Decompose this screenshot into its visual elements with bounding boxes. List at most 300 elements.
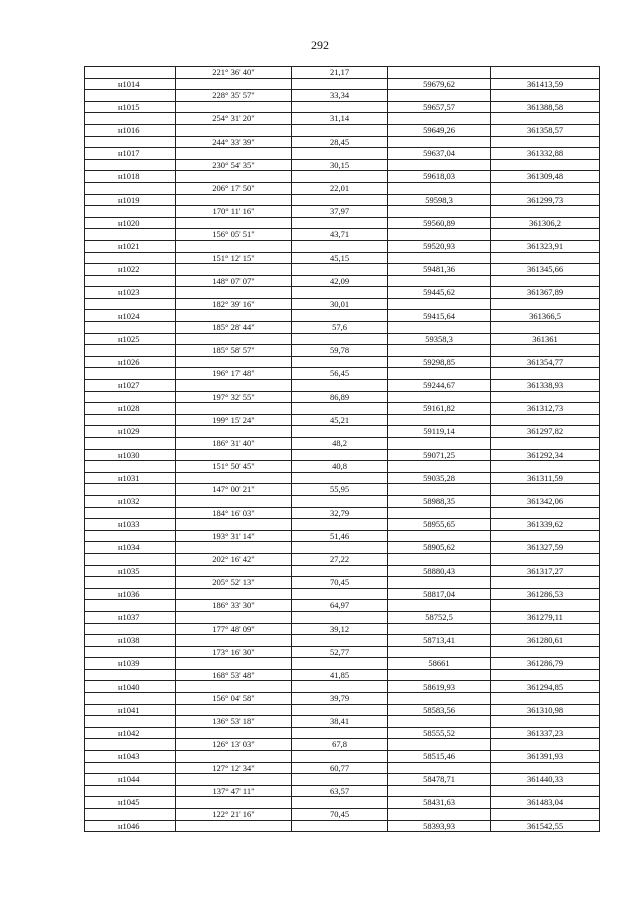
y-coordinate-cell: 361338,93 bbox=[491, 380, 600, 392]
x-coordinate-cell bbox=[388, 229, 491, 241]
x-coordinate-cell: 58555,52 bbox=[388, 727, 491, 739]
y-coordinate-cell: 361440,33 bbox=[491, 774, 600, 786]
point-name-cell: н1030 bbox=[85, 449, 176, 461]
distance-cell bbox=[292, 240, 388, 252]
distance-cell bbox=[292, 403, 388, 415]
distance-cell bbox=[292, 78, 388, 90]
distance-cell bbox=[292, 217, 388, 229]
distance-cell: 48,2 bbox=[292, 438, 388, 450]
y-coordinate-cell: 361280,61 bbox=[491, 635, 600, 647]
y-coordinate-cell: 361323,91 bbox=[491, 240, 600, 252]
distance-cell: 41,85 bbox=[292, 669, 388, 681]
point-row bbox=[85, 101, 600, 113]
distance-cell bbox=[292, 727, 388, 739]
x-coordinate-cell: 59071,25 bbox=[388, 449, 491, 461]
point-row bbox=[85, 449, 600, 461]
point-row bbox=[85, 565, 600, 577]
point-name-cell: н1038 bbox=[85, 635, 176, 647]
segment-row bbox=[85, 716, 600, 728]
point-name-cell: н1045 bbox=[85, 797, 176, 809]
direction-angle-cell: 185° 58' 57" bbox=[176, 345, 292, 357]
segment-row bbox=[85, 438, 600, 450]
point-name-cell bbox=[85, 577, 176, 589]
segment-row bbox=[85, 507, 600, 519]
direction-angle-cell bbox=[176, 495, 292, 507]
direction-angle-cell: 168° 53' 48" bbox=[176, 669, 292, 681]
point-name-cell: н1042 bbox=[85, 727, 176, 739]
distance-cell bbox=[292, 611, 388, 623]
distance-cell: 45,21 bbox=[292, 414, 388, 426]
distance-cell bbox=[292, 588, 388, 600]
distance-cell: 59,78 bbox=[292, 345, 388, 357]
y-coordinate-cell bbox=[491, 785, 600, 797]
y-coordinate-cell bbox=[491, 739, 600, 751]
direction-angle-cell bbox=[176, 635, 292, 647]
distance-cell: 43,71 bbox=[292, 229, 388, 241]
point-name-cell bbox=[85, 809, 176, 821]
direction-angle-cell bbox=[176, 519, 292, 531]
x-coordinate-cell bbox=[388, 182, 491, 194]
y-coordinate-cell bbox=[491, 669, 600, 681]
y-coordinate-cell: 361361 bbox=[491, 333, 600, 345]
point-name-cell: н1026 bbox=[85, 356, 176, 368]
direction-angle-cell bbox=[176, 797, 292, 809]
direction-angle-cell: 151° 50' 45" bbox=[176, 461, 292, 473]
y-coordinate-cell bbox=[491, 90, 600, 102]
direction-angle-cell bbox=[176, 611, 292, 623]
distance-cell: 51,46 bbox=[292, 530, 388, 542]
x-coordinate-cell bbox=[388, 275, 491, 287]
distance-cell bbox=[292, 774, 388, 786]
segment-row bbox=[85, 206, 600, 218]
segment-row bbox=[85, 577, 600, 589]
x-coordinate-cell bbox=[388, 461, 491, 473]
segment-row bbox=[85, 646, 600, 658]
point-row bbox=[85, 356, 600, 368]
x-coordinate-cell: 58431,63 bbox=[388, 797, 491, 809]
x-coordinate-cell bbox=[388, 577, 491, 589]
segment-row bbox=[85, 553, 600, 565]
y-coordinate-cell bbox=[491, 298, 600, 310]
point-name-cell bbox=[85, 716, 176, 728]
y-coordinate-cell: 361299,73 bbox=[491, 194, 600, 206]
point-name-cell: н1043 bbox=[85, 751, 176, 763]
point-row bbox=[85, 403, 600, 415]
direction-angle-cell bbox=[176, 101, 292, 113]
distance-cell: 22,01 bbox=[292, 182, 388, 194]
y-coordinate-cell bbox=[491, 182, 600, 194]
y-coordinate-cell: 361388,58 bbox=[491, 101, 600, 113]
direction-angle-cell bbox=[176, 542, 292, 554]
point-name-cell: н1020 bbox=[85, 217, 176, 229]
y-coordinate-cell bbox=[491, 113, 600, 125]
point-name-cell: н1034 bbox=[85, 542, 176, 554]
direction-angle-cell bbox=[176, 333, 292, 345]
y-coordinate-cell bbox=[491, 693, 600, 705]
direction-angle-cell bbox=[176, 426, 292, 438]
distance-cell: 39,79 bbox=[292, 693, 388, 705]
point-name-cell bbox=[85, 693, 176, 705]
direction-angle-cell: 148° 07' 07" bbox=[176, 275, 292, 287]
x-coordinate-cell bbox=[388, 507, 491, 519]
segment-row bbox=[85, 90, 600, 102]
point-name-cell: н1037 bbox=[85, 611, 176, 623]
x-coordinate-cell bbox=[388, 669, 491, 681]
point-name-cell: н1040 bbox=[85, 681, 176, 693]
distance-cell: 27,22 bbox=[292, 553, 388, 565]
segment-row bbox=[85, 136, 600, 148]
point-name-cell bbox=[85, 182, 176, 194]
x-coordinate-cell bbox=[388, 391, 491, 403]
direction-angle-cell: 196° 17' 48" bbox=[176, 368, 292, 380]
distance-cell bbox=[292, 820, 388, 832]
y-coordinate-cell bbox=[491, 414, 600, 426]
point-name-cell bbox=[85, 322, 176, 334]
direction-angle-cell: 185° 28' 44" bbox=[176, 322, 292, 334]
point-name-cell: н1027 bbox=[85, 380, 176, 392]
x-coordinate-cell: 59618,03 bbox=[388, 171, 491, 183]
distance-cell: 70,45 bbox=[292, 577, 388, 589]
point-name-cell bbox=[85, 252, 176, 264]
segment-row bbox=[85, 693, 600, 705]
point-name-cell: н1015 bbox=[85, 101, 176, 113]
distance-cell bbox=[292, 287, 388, 299]
segment-row bbox=[85, 298, 600, 310]
x-coordinate-cell: 58988,35 bbox=[388, 495, 491, 507]
direction-angle-cell bbox=[176, 380, 292, 392]
distance-cell bbox=[292, 472, 388, 484]
y-coordinate-cell bbox=[491, 530, 600, 542]
point-row bbox=[85, 774, 600, 786]
point-name-cell: н1025 bbox=[85, 333, 176, 345]
point-row bbox=[85, 542, 600, 554]
segment-row bbox=[85, 159, 600, 171]
segment-row bbox=[85, 600, 600, 612]
distance-cell: 86,89 bbox=[292, 391, 388, 403]
direction-angle-cell: 228° 35' 57" bbox=[176, 90, 292, 102]
y-coordinate-cell bbox=[491, 461, 600, 473]
point-name-cell: н1039 bbox=[85, 658, 176, 670]
point-row bbox=[85, 124, 600, 136]
x-coordinate-cell: 59358,3 bbox=[388, 333, 491, 345]
direction-angle-cell: 156° 04' 58" bbox=[176, 693, 292, 705]
point-name-cell bbox=[85, 438, 176, 450]
x-coordinate-cell: 59637,04 bbox=[388, 148, 491, 160]
distance-cell bbox=[292, 264, 388, 276]
direction-angle-cell: 199° 15' 24" bbox=[176, 414, 292, 426]
y-coordinate-cell bbox=[491, 229, 600, 241]
distance-cell: 57,6 bbox=[292, 322, 388, 334]
direction-angle-cell bbox=[176, 310, 292, 322]
point-name-cell: н1019 bbox=[85, 194, 176, 206]
direction-angle-cell bbox=[176, 403, 292, 415]
point-row bbox=[85, 171, 600, 183]
point-name-cell bbox=[85, 739, 176, 751]
y-coordinate-cell bbox=[491, 275, 600, 287]
distance-cell bbox=[292, 495, 388, 507]
direction-angle-cell bbox=[176, 820, 292, 832]
x-coordinate-cell: 59657,57 bbox=[388, 101, 491, 113]
distance-cell: 70,45 bbox=[292, 809, 388, 821]
point-name-cell bbox=[85, 136, 176, 148]
x-coordinate-cell: 59598,3 bbox=[388, 194, 491, 206]
point-row bbox=[85, 797, 600, 809]
segment-row bbox=[85, 623, 600, 635]
segment-row bbox=[85, 113, 600, 125]
y-coordinate-cell bbox=[491, 438, 600, 450]
y-coordinate-cell bbox=[491, 809, 600, 821]
point-row bbox=[85, 240, 600, 252]
x-coordinate-cell bbox=[388, 113, 491, 125]
y-coordinate-cell: 361345,66 bbox=[491, 264, 600, 276]
point-row bbox=[85, 681, 600, 693]
distance-cell: 52,77 bbox=[292, 646, 388, 658]
y-coordinate-cell: 361354,77 bbox=[491, 356, 600, 368]
point-name-cell bbox=[85, 298, 176, 310]
segment-row bbox=[85, 785, 600, 797]
direction-angle-cell bbox=[176, 449, 292, 461]
x-coordinate-cell: 59560,89 bbox=[388, 217, 491, 229]
direction-angle-cell: 137° 47' 11" bbox=[176, 785, 292, 797]
point-name-cell: н1032 bbox=[85, 495, 176, 507]
point-name-cell: н1017 bbox=[85, 148, 176, 160]
x-coordinate-cell bbox=[388, 298, 491, 310]
distance-cell: 33,34 bbox=[292, 90, 388, 102]
x-coordinate-cell bbox=[388, 206, 491, 218]
direction-angle-cell bbox=[176, 240, 292, 252]
page-number: 292 bbox=[311, 38, 329, 52]
direction-angle-cell bbox=[176, 658, 292, 670]
point-name-cell: н1033 bbox=[85, 519, 176, 531]
x-coordinate-cell: 59119,14 bbox=[388, 426, 491, 438]
segment-row bbox=[85, 484, 600, 496]
y-coordinate-cell: 361483,04 bbox=[491, 797, 600, 809]
distance-cell bbox=[292, 704, 388, 716]
direction-angle-cell bbox=[176, 565, 292, 577]
x-coordinate-cell: 58393,93 bbox=[388, 820, 491, 832]
distance-cell bbox=[292, 519, 388, 531]
direction-angle-cell: 182° 39' 16" bbox=[176, 298, 292, 310]
x-coordinate-cell bbox=[388, 785, 491, 797]
segment-row bbox=[85, 368, 600, 380]
y-coordinate-cell: 361337,23 bbox=[491, 727, 600, 739]
y-coordinate-cell: 361342,06 bbox=[491, 495, 600, 507]
segment-row bbox=[85, 391, 600, 403]
x-coordinate-cell: 59244,67 bbox=[388, 380, 491, 392]
y-coordinate-cell: 361317,27 bbox=[491, 565, 600, 577]
point-name-cell bbox=[85, 206, 176, 218]
x-coordinate-cell bbox=[388, 484, 491, 496]
direction-angle-cell bbox=[176, 78, 292, 90]
point-name-cell bbox=[85, 159, 176, 171]
x-coordinate-cell: 58619,93 bbox=[388, 681, 491, 693]
x-coordinate-cell bbox=[388, 716, 491, 728]
segment-row bbox=[85, 414, 600, 426]
point-name-cell bbox=[85, 275, 176, 287]
point-name-cell: н1031 bbox=[85, 472, 176, 484]
point-row bbox=[85, 264, 600, 276]
point-row bbox=[85, 78, 600, 90]
y-coordinate-cell: 361311,59 bbox=[491, 472, 600, 484]
point-name-cell bbox=[85, 414, 176, 426]
point-name-cell: н1014 bbox=[85, 78, 176, 90]
x-coordinate-cell: 59161,82 bbox=[388, 403, 491, 415]
direction-angle-cell bbox=[176, 472, 292, 484]
x-coordinate-cell bbox=[388, 739, 491, 751]
segment-row bbox=[85, 461, 600, 473]
distance-cell: 45,15 bbox=[292, 252, 388, 264]
distance-cell: 39,12 bbox=[292, 623, 388, 635]
point-name-cell bbox=[85, 530, 176, 542]
y-coordinate-cell bbox=[491, 623, 600, 635]
point-name-cell bbox=[85, 785, 176, 797]
distance-cell bbox=[292, 542, 388, 554]
y-coordinate-cell: 361413,59 bbox=[491, 78, 600, 90]
segment-row bbox=[85, 739, 600, 751]
y-coordinate-cell: 361297,82 bbox=[491, 426, 600, 438]
distance-cell bbox=[292, 426, 388, 438]
segment-row bbox=[85, 252, 600, 264]
direction-angle-cell: 156° 05' 51" bbox=[176, 229, 292, 241]
y-coordinate-cell: 361294,85 bbox=[491, 681, 600, 693]
direction-angle-cell bbox=[176, 751, 292, 763]
point-name-cell bbox=[85, 484, 176, 496]
point-name-cell: н1018 bbox=[85, 171, 176, 183]
x-coordinate-cell bbox=[388, 322, 491, 334]
distance-cell bbox=[292, 101, 388, 113]
point-name-cell: н1016 bbox=[85, 124, 176, 136]
distance-cell: 63,57 bbox=[292, 785, 388, 797]
y-coordinate-cell: 361391,93 bbox=[491, 751, 600, 763]
point-name-cell: н1041 bbox=[85, 704, 176, 716]
y-coordinate-cell bbox=[491, 345, 600, 357]
point-row bbox=[85, 727, 600, 739]
distance-cell: 38,41 bbox=[292, 716, 388, 728]
point-row bbox=[85, 658, 600, 670]
direction-angle-cell bbox=[176, 148, 292, 160]
x-coordinate-cell: 58817,04 bbox=[388, 588, 491, 600]
coordinates-table bbox=[84, 66, 600, 832]
point-row bbox=[85, 751, 600, 763]
y-coordinate-cell bbox=[491, 136, 600, 148]
segment-row bbox=[85, 67, 600, 79]
point-name-cell: н1024 bbox=[85, 310, 176, 322]
y-coordinate-cell: 361358,57 bbox=[491, 124, 600, 136]
x-coordinate-cell bbox=[388, 252, 491, 264]
distance-cell: 28,45 bbox=[292, 136, 388, 148]
distance-cell: 56,45 bbox=[292, 368, 388, 380]
distance-cell bbox=[292, 333, 388, 345]
direction-angle-cell: 202° 16' 42" bbox=[176, 553, 292, 565]
point-name-cell: н1028 bbox=[85, 403, 176, 415]
direction-angle-cell: 193° 31' 14" bbox=[176, 530, 292, 542]
y-coordinate-cell bbox=[491, 484, 600, 496]
point-row bbox=[85, 611, 600, 623]
point-name-cell: н1046 bbox=[85, 820, 176, 832]
y-coordinate-cell bbox=[491, 600, 600, 612]
x-coordinate-cell: 59520,93 bbox=[388, 240, 491, 252]
point-row bbox=[85, 704, 600, 716]
direction-angle-cell: 244° 33' 39" bbox=[176, 136, 292, 148]
direction-angle-cell: 230° 54' 35" bbox=[176, 159, 292, 171]
point-row bbox=[85, 333, 600, 345]
x-coordinate-cell bbox=[388, 438, 491, 450]
x-coordinate-cell bbox=[388, 646, 491, 658]
y-coordinate-cell: 361366,5 bbox=[491, 310, 600, 322]
y-coordinate-cell: 361310,98 bbox=[491, 704, 600, 716]
direction-angle-cell bbox=[176, 704, 292, 716]
direction-angle-cell bbox=[176, 356, 292, 368]
distance-cell bbox=[292, 148, 388, 160]
y-coordinate-cell: 361367,89 bbox=[491, 287, 600, 299]
distance-cell bbox=[292, 380, 388, 392]
direction-angle-cell: 254° 31' 20" bbox=[176, 113, 292, 125]
point-row bbox=[85, 820, 600, 832]
point-name-cell: н1035 bbox=[85, 565, 176, 577]
y-coordinate-cell: 361332,88 bbox=[491, 148, 600, 160]
distance-cell: 37,97 bbox=[292, 206, 388, 218]
direction-angle-cell: 206° 17' 50" bbox=[176, 182, 292, 194]
point-row bbox=[85, 287, 600, 299]
distance-cell bbox=[292, 449, 388, 461]
x-coordinate-cell bbox=[388, 530, 491, 542]
segment-row bbox=[85, 229, 600, 241]
point-row bbox=[85, 426, 600, 438]
y-coordinate-cell bbox=[491, 322, 600, 334]
distance-cell bbox=[292, 681, 388, 693]
direction-angle-cell: 147° 00' 21" bbox=[176, 484, 292, 496]
segment-row bbox=[85, 345, 600, 357]
distance-cell bbox=[292, 124, 388, 136]
distance-cell bbox=[292, 751, 388, 763]
direction-angle-cell: 186° 33' 30" bbox=[176, 600, 292, 612]
segment-row bbox=[85, 669, 600, 681]
x-coordinate-cell: 58752,5 bbox=[388, 611, 491, 623]
distance-cell: 21,17 bbox=[292, 67, 388, 79]
point-name-cell: н1022 bbox=[85, 264, 176, 276]
segment-row bbox=[85, 530, 600, 542]
direction-angle-cell bbox=[176, 774, 292, 786]
x-coordinate-cell: 58713,41 bbox=[388, 635, 491, 647]
y-coordinate-cell bbox=[491, 577, 600, 589]
y-coordinate-cell bbox=[491, 646, 600, 658]
point-name-cell: н1021 bbox=[85, 240, 176, 252]
x-coordinate-cell: 59481,36 bbox=[388, 264, 491, 276]
x-coordinate-cell bbox=[388, 809, 491, 821]
x-coordinate-cell bbox=[388, 414, 491, 426]
point-name-cell bbox=[85, 229, 176, 241]
y-coordinate-cell bbox=[491, 368, 600, 380]
x-coordinate-cell: 59298,85 bbox=[388, 356, 491, 368]
direction-angle-cell: 122° 21' 16" bbox=[176, 809, 292, 821]
point-name-cell: н1036 bbox=[85, 588, 176, 600]
x-coordinate-cell: 59035,28 bbox=[388, 472, 491, 484]
x-coordinate-cell bbox=[388, 136, 491, 148]
x-coordinate-cell bbox=[388, 553, 491, 565]
distance-cell bbox=[292, 194, 388, 206]
y-coordinate-cell: 361286,53 bbox=[491, 588, 600, 600]
x-coordinate-cell: 58905,62 bbox=[388, 542, 491, 554]
point-name-cell bbox=[85, 113, 176, 125]
segment-row bbox=[85, 809, 600, 821]
point-name-cell bbox=[85, 600, 176, 612]
direction-angle-cell: 151° 12' 15" bbox=[176, 252, 292, 264]
x-coordinate-cell: 58583,56 bbox=[388, 704, 491, 716]
direction-angle-cell bbox=[176, 171, 292, 183]
distance-cell: 55,95 bbox=[292, 484, 388, 496]
point-name-cell bbox=[85, 67, 176, 79]
x-coordinate-cell bbox=[388, 368, 491, 380]
